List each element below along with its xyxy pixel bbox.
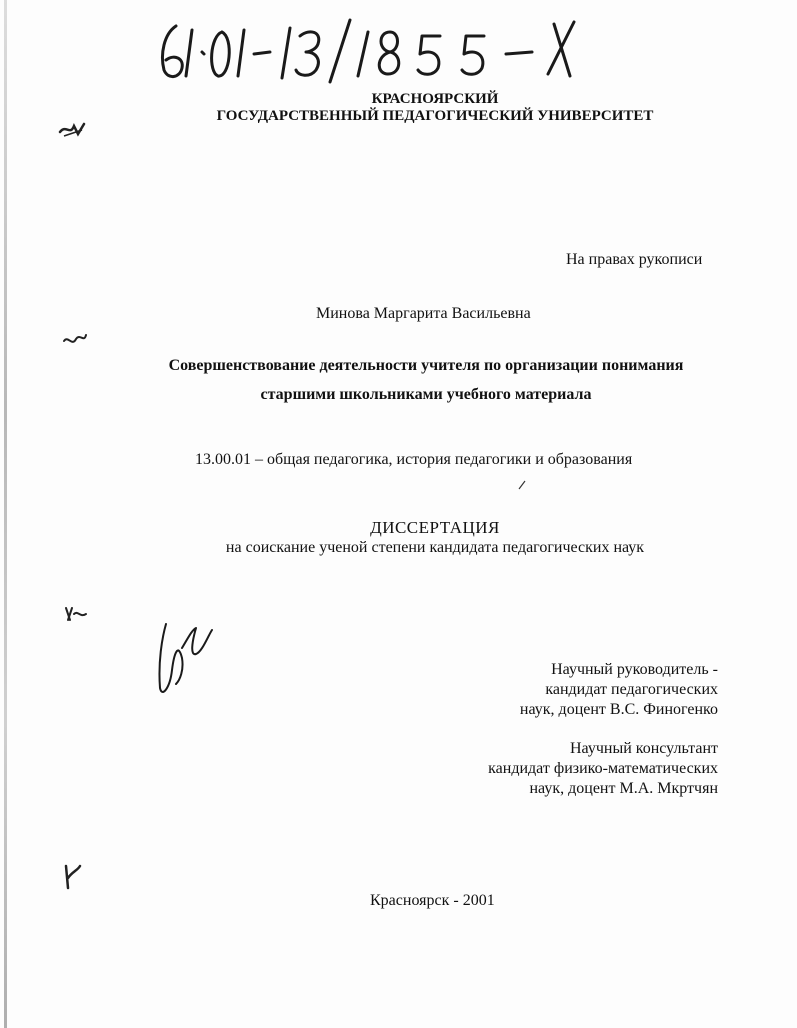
margin-scribble-mark [62,331,88,351]
margin-scribble-mark [58,118,88,140]
supervisor-block [478,660,718,720]
city-and-year: Красноярск - 2001 [370,892,495,909]
handwritten-signature [152,618,216,700]
margin-scribble-mark [62,862,84,892]
handwritten-archive-code [150,14,590,84]
consultant-line3: наук, доцент М.А. Мкртчян [529,780,718,797]
margin-scribble-mark [62,604,88,624]
dissertation-title-line2: старшими школьниками учебного материала [260,386,592,403]
specialty-code: 13.00.01 – общая педагогика, история педагогики и образования [195,451,633,468]
university-name-line2: ГОСУДАРСТВЕННЫЙ ПЕДАГОГИЧЕСКИЙ УНИВЕРСИТЕТ [216,108,654,124]
dissertation-heading: ДИССЕРТАЦИЯ [370,518,500,537]
supervisor-line3: наук, доцент В.С. Финогенко [519,701,718,718]
supervisor-line1: Научный руководитель - [551,661,718,678]
stray-pen-mark [518,480,526,490]
consultant-line1: Научный консультант [570,740,718,757]
dissertation-title-line1: Совершенствование деятельности учителя по организации понимания [168,357,684,374]
consultant-line2: кандидат физико-математических [488,760,718,777]
manuscript-rights-note: На правах рукописи [566,251,703,268]
dissertation-subtitle: на соискание ученой степени кандидата педагогических наук [225,539,645,556]
author-name: Минова Маргарита Васильевна [316,305,531,322]
supervisor-line2: кандидат педагогических [545,681,718,698]
scan-binding-edge [4,0,7,1028]
consultant-block [440,739,718,799]
university-name-line1: КРАСНОЯРСКИЙ [371,91,499,107]
